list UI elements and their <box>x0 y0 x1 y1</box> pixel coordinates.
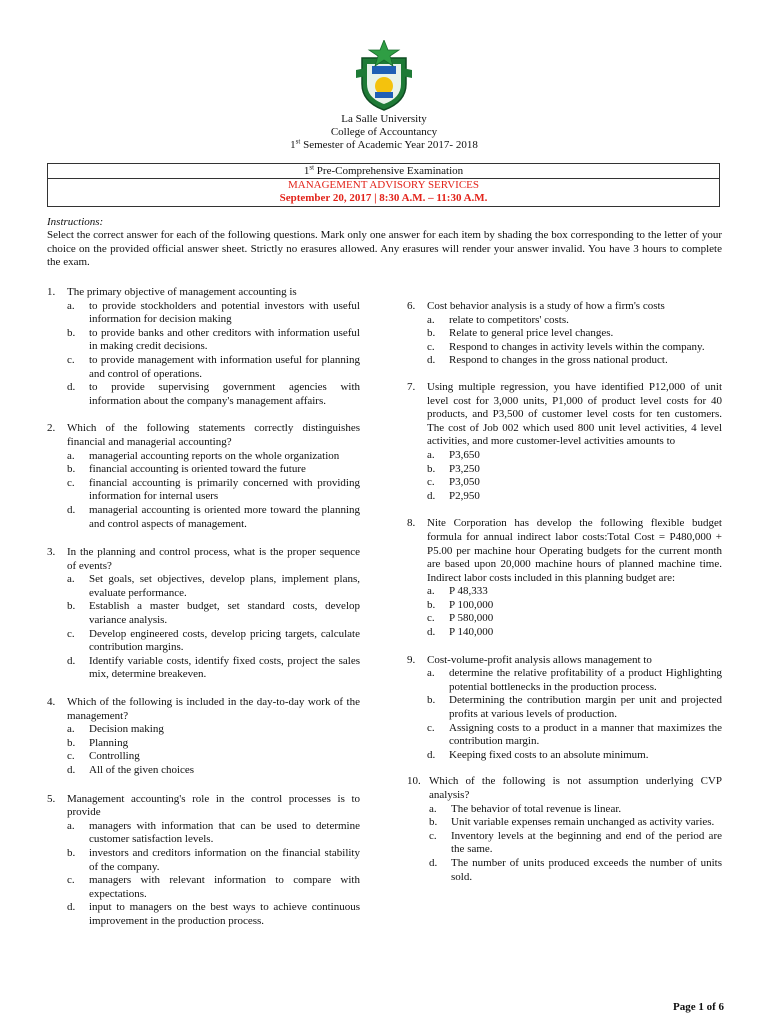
answer-option <box>427 612 722 626</box>
answer-option <box>427 341 722 355</box>
answer-option <box>67 450 360 464</box>
option-text: relate to competitors' costs. <box>449 313 569 326</box>
answer-option <box>67 847 360 874</box>
option-letter: a. <box>427 313 435 326</box>
option-text: managers with relevant information to compare with expectations. <box>89 874 360 900</box>
answer-option <box>427 476 722 490</box>
answer-option <box>429 803 722 817</box>
question-3 <box>47 546 360 682</box>
option-letter: d. <box>67 654 76 667</box>
option-letter: a. <box>67 449 75 462</box>
question-4 <box>47 696 360 778</box>
option-letter: c. <box>429 829 437 842</box>
answer-options <box>429 803 722 885</box>
question-number: 3. <box>47 546 56 559</box>
answer-option <box>67 573 360 600</box>
option-letter: c. <box>427 340 435 353</box>
option-letter: a. <box>67 819 75 832</box>
instructions-text: Select the correct answer for each of the following questions. Mark only one answer for each item by shading the box corresponding to the letter of your choice on the provided official answer sheet. Strictly no erasures allowed. Any erasures will render your answer invalid. You have 3 hours to complete the exam. <box>47 229 722 269</box>
option-text: P3,650 <box>449 448 480 461</box>
page-number: Page 1 of 6 <box>672 1001 724 1013</box>
option-text: to provide banks and other creditors with information useful in making credit decisions. <box>89 326 360 353</box>
question-8 <box>407 517 722 639</box>
option-text: Determining the contribution margin per unit and projected profits at various levels of production. <box>449 694 722 721</box>
option-text: Set goals, set objectives, develop plans, implement plans, evaluate performance. <box>89 573 360 599</box>
question-1 <box>47 286 360 408</box>
answer-option <box>67 874 360 901</box>
answer-option <box>427 626 722 640</box>
question-text: Nite Corporation has develop the following flexible budget formula for annual indirect labor costs:Total Cost = P480,000 + P5.00 per machine hour Operating budgets for the current month are based upon 20,000 machine hours of planned machine time. Indirect labor costs included in this planning budget are: <box>427 517 722 584</box>
question-6 <box>407 300 722 368</box>
exam-title: 1st Pre-Comprehensive Examination <box>48 164 719 179</box>
question-number: 2. <box>47 422 56 435</box>
option-text: managers with information that can be used to determine customer satisfaction levels. <box>89 819 360 846</box>
answer-option <box>67 655 360 682</box>
question-number: 4. <box>47 696 56 709</box>
answer-options <box>67 450 360 532</box>
option-text: Controlling <box>89 750 140 763</box>
option-letter: c. <box>427 476 435 489</box>
option-letter: b. <box>67 463 76 476</box>
option-letter: d. <box>67 901 76 914</box>
option-text: P 580,000 <box>449 612 494 625</box>
option-letter: d. <box>427 748 436 761</box>
answer-option <box>67 477 360 504</box>
answer-option <box>67 504 360 531</box>
answer-option <box>427 694 722 721</box>
option-letter: b. <box>67 736 76 749</box>
answer-option <box>67 820 360 847</box>
option-letter: a. <box>427 448 435 461</box>
question-number: 8. <box>407 517 416 530</box>
option-text: to provide stockholders and potential investors with useful information for decision making <box>89 299 360 326</box>
answer-option <box>427 449 722 463</box>
answer-option <box>427 354 722 368</box>
answer-option <box>427 722 722 749</box>
option-letter: c. <box>427 721 435 734</box>
question-number: 9. <box>407 653 416 666</box>
option-text: Respond to changes in the gross national product. <box>449 354 668 367</box>
option-letter: c. <box>67 874 75 887</box>
question-text: Cost-volume-profit analysis allows management to <box>427 653 652 666</box>
option-letter: d. <box>427 626 436 639</box>
option-text: P 140,000 <box>449 626 494 639</box>
option-text: The number of units produced exceeds the number of units sold. <box>451 856 722 883</box>
option-letter: b. <box>67 846 76 859</box>
answer-option <box>429 857 722 884</box>
university-seal-logo <box>350 40 418 112</box>
answer-option <box>67 750 360 764</box>
exam-schedule: September 20, 2017 | 8:30 A.M. – 11:30 A.M. <box>279 192 488 204</box>
answer-options <box>67 723 360 777</box>
answer-options <box>427 585 722 639</box>
answer-option <box>67 764 360 778</box>
answer-option <box>67 327 360 354</box>
option-text: input to managers on the best ways to achieve continuous improvement in the production process. <box>89 901 360 927</box>
answer-option <box>427 599 722 613</box>
option-text: Establish a master budget, set standard costs, develop variance analysis. <box>89 600 360 627</box>
answer-option <box>67 723 360 737</box>
exam-title-box <box>47 163 720 207</box>
university-name: La Salle University <box>341 113 427 125</box>
answer-option <box>67 737 360 751</box>
option-letter: b. <box>67 600 76 613</box>
option-text: P 100,000 <box>449 598 494 611</box>
question-text: Cost behavior analysis is a study of how a firm's costs <box>427 300 665 312</box>
question-2 <box>47 422 360 531</box>
option-letter: a. <box>427 585 435 598</box>
college-name: College of Accountancy <box>330 126 438 138</box>
option-text: The behavior of total revenue is linear. <box>451 802 622 815</box>
option-text: P2,950 <box>449 489 480 502</box>
question-5 <box>47 793 360 929</box>
option-text: Keeping fixed costs to an absolute minimum. <box>449 748 649 761</box>
left-question-column <box>47 286 360 929</box>
answer-options <box>67 573 360 682</box>
option-letter: c. <box>67 627 75 640</box>
option-text: to provide management with information useful for planning and control of operations. <box>89 353 360 380</box>
answer-option <box>427 490 722 504</box>
semester-line: 1st Semester of Academic Year 2017- 2018 <box>290 137 478 151</box>
question-text: In the planning and control process, what is the proper sequence of events? <box>67 546 360 572</box>
question-text: Which of the following is not assumption underlying CVP analysis? <box>429 775 722 801</box>
option-text: Respond to changes in activity levels within the company. <box>449 340 705 353</box>
question-text: Which of the following statements correctly distinguishes financial and managerial accounting? <box>67 422 360 448</box>
answer-option <box>67 901 360 928</box>
option-text: managerial accounting is oriented more toward the planning and control aspects of management. <box>89 503 360 530</box>
question-text: Management accounting's role in the control processes is to provide <box>67 792 360 819</box>
option-letter: c. <box>67 750 75 763</box>
option-text: Unit variable expenses remain unchanged as activity varies. <box>451 816 715 829</box>
question-number: 10. <box>407 775 421 788</box>
question-number: 7. <box>407 380 416 393</box>
right-question-column <box>407 300 722 884</box>
answer-option <box>427 327 722 341</box>
option-text: Assigning costs to a product in a manner that maximizes the contribution margin. <box>449 721 722 748</box>
answer-option <box>67 354 360 381</box>
option-text: Develop engineered costs, develop pricing targets, calculate contribution margins. <box>89 627 360 654</box>
answer-option <box>67 381 360 408</box>
question-text: The primary objective of management accounting is <box>67 286 297 298</box>
option-text: P 48,333 <box>449 585 488 598</box>
question-text: Using multiple regression, you have identified P12,000 of unit level cost for 3,000 units, P1,000 of product level costs for 40 products, and P3,500 of customer level costs for ten customers. The cost of Job 002 which used 800 unit level activities, 4 level activities, and more customer-level activities amounts to <box>427 380 722 448</box>
option-letter: d. <box>429 856 438 869</box>
option-letter: a. <box>67 299 75 312</box>
option-letter: d. <box>67 503 76 516</box>
answer-option <box>429 830 722 857</box>
option-letter: d. <box>67 764 76 776</box>
answer-options <box>427 449 722 503</box>
option-letter: b. <box>427 327 436 340</box>
option-letter: b. <box>429 816 438 829</box>
option-letter: b. <box>427 462 436 475</box>
answer-option <box>67 300 360 327</box>
option-letter: d. <box>427 489 436 502</box>
question-7 <box>407 381 722 503</box>
answer-option <box>427 749 722 763</box>
option-text: All of the given choices <box>89 764 195 776</box>
answer-option <box>67 600 360 627</box>
option-letter: d. <box>67 381 76 394</box>
answer-options <box>427 667 722 762</box>
question-number: 5. <box>47 792 56 805</box>
option-text: Decision making <box>89 723 164 736</box>
question-number: 6. <box>407 300 416 312</box>
answer-option <box>427 463 722 477</box>
exam-subject: MANAGEMENT ADVISORY SERVICES <box>287 179 480 191</box>
answer-option <box>427 585 722 599</box>
option-letter: d. <box>427 354 436 367</box>
answer-options <box>67 300 360 409</box>
answer-options <box>427 314 722 368</box>
option-text: Inventory levels at the beginning and end of the period are the same. <box>451 829 722 856</box>
option-text: to provide supervising government agencies with information about the company's management affairs. <box>89 381 360 407</box>
question-10 <box>407 775 722 884</box>
question-9 <box>407 654 722 763</box>
option-letter: a. <box>67 573 75 586</box>
option-text: Relate to general price level changes. <box>449 327 614 340</box>
option-letter: a. <box>67 723 75 736</box>
answer-option <box>427 314 722 328</box>
answer-option <box>67 463 360 477</box>
option-text: financial accounting is oriented toward the future <box>89 463 306 476</box>
option-letter: a. <box>427 667 435 680</box>
option-letter: b. <box>427 694 436 707</box>
answer-option <box>429 816 722 830</box>
answer-option <box>427 667 722 694</box>
option-text: investors and creditors information on the financial stability of the company. <box>89 846 360 873</box>
option-letter: a. <box>429 802 437 815</box>
answer-options <box>67 820 360 929</box>
option-text: P3,250 <box>449 462 480 475</box>
option-letter: b. <box>67 326 76 339</box>
option-text: Planning <box>89 736 129 749</box>
answer-option <box>67 628 360 655</box>
question-text: Which of the following is included in the day-to-day work of the management? <box>67 696 360 722</box>
option-text: P3,050 <box>449 476 480 489</box>
option-text: managerial accounting reports on the whole organization <box>89 449 340 462</box>
question-number: 1. <box>47 286 56 298</box>
option-letter: c. <box>427 612 435 625</box>
instructions-heading: Instructions: <box>47 216 104 228</box>
option-letter: c. <box>67 353 75 366</box>
option-text: determine the relative profitability of a product Highlighting potential bottlenecks in the production process. <box>449 667 722 693</box>
option-letter: b. <box>427 598 436 611</box>
option-text: financial accounting is primarily concerned with providing information for internal users <box>89 476 360 503</box>
option-text: Identify variable costs, identify fixed costs, project the sales mix, determine breakeven. <box>89 654 360 681</box>
option-letter: c. <box>67 476 75 489</box>
